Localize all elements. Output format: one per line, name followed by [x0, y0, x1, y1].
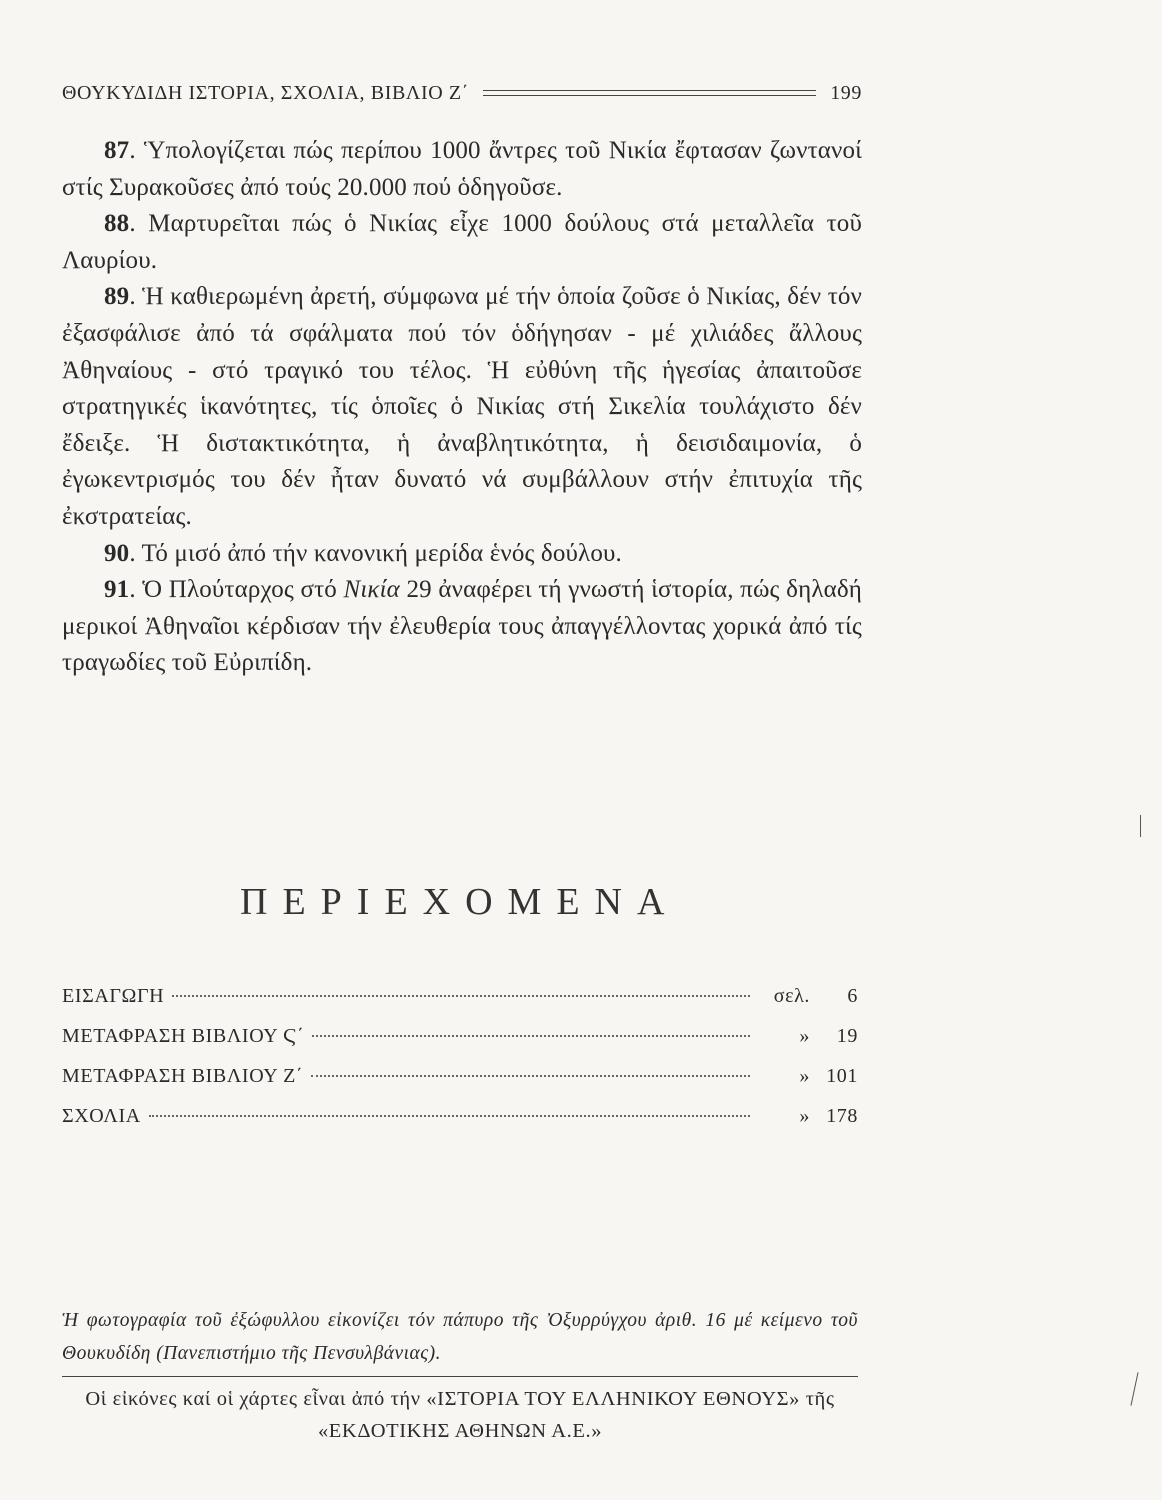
endnote: 89. Ἡ καθιερωμένη ἀρετή, σύμφωνα μέ τήν ὁποία ζοῦσε ὁ Νικίας, δέν τόν ἐξασφάλισε ἀπό τά σφάλματα πού τόν ὁδήγησαν - μέ χιλιάδες ἄλλους Ἀθηναίους - στό τραγικό του τέλος. Ἡ εὐθύνη τῆς ἡγεσίας ἀπαιτοῦσε στρατηγικές ἱκανότητες, τίς ὁποῖες ὁ Νικίας στή Σικελία τουλάχιστο δέν ἔδειξε. Ἡ διστακτικότητα, ἡ ἀναβλητικότητα, ἡ δεισιδαιμονία, ὁ ἐγωκεντρισμός του δέν ἦταν δυνατό νά συμβάλλουν στήν ἐπιτυχία τῆς ἐκστρατείας. [62, 283, 862, 530]
toc-entry-label: ΣΧΟΛΙΑ [62, 1105, 141, 1127]
endnotes [62, 133, 862, 682]
dot-leader [172, 975, 750, 997]
endnote: 88. Μαρτυρεῖται πώς ὁ Νικίας εἶχε 1000 δούλους στά μεταλλεῖα τοῦ Λαυρίου. [62, 210, 862, 274]
running-header [62, 78, 862, 108]
scan-mark [1130, 1372, 1138, 1405]
toc-entry-page: 19 [836, 1025, 858, 1047]
note-number: 88 [104, 210, 130, 238]
toc-entry-label: ΕΙΣΑΓΩΓΗ [62, 985, 165, 1007]
running-title: ΘΟΥΚΥΔΙΔΗ ΙΣΤΟΡΙΑ, ΣΧΟΛΙΑ, ΒΙΒΛΙΟ Ζ΄ [62, 81, 469, 104]
contents-title: ΠΕΡΙΕΧΟΜΕΝΑ [240, 881, 680, 923]
dot-leader [311, 1055, 750, 1077]
toc-entry-label: ΜΕΤΑΦΡΑΣΗ ΒΙΒΛΙΟΥ Ϛ΄ [62, 1025, 305, 1047]
note-text: Ἡ καθιερωμένη ἀρετή, σύμφωνα μέ τήν ὁποία ζοῦσε ὁ Νικίας, δέν τόν ἐξασφάλισε ἀπό τά σφάλματα πού τόν ὁδήγησαν - μέ χιλιάδες ἄλλους Ἀθηναίους - στό τραγικό του τέλος. Ἡ εὐθύνη τῆς ἡγεσίας ἀπαιτοῦσε στρατηγικές ἱκανότητες, τίς ὁποῖες ὁ Νικίας στή Σικελία τουλάχιστο δέν ἔδειξε. Ἡ διστακτικότητα, ἡ ἀναβλητικότητα, ἡ δεισιδαιμονία, ὁ ἐγωκεντρισμός του δέν ἦταν δυνατό νά συμβάλλουν στήν ἐπιτυχία τῆς ἐκστρατείας. [62, 283, 862, 530]
toc-entry [62, 1100, 858, 1140]
note-number: 90 [104, 539, 130, 567]
toc-entry-sel: σελ. [773, 985, 810, 1007]
note-text-after: 29 ἀναφέρει τή γνωστή ἱστορία, πώς δηλαδή μερικοί Ἀθηναῖοι κέρδισαν τήν ἐλευθερία τους ἀπαγγέλλοντας χορικά ἀπό τίς τραγωδίες τοῦ Εὐριπίδη. [62, 576, 862, 677]
note-number: 91 [104, 576, 130, 604]
note-text: Τό μισό ἀπό τήν κανονική μερίδα ἑνός δούλου. [141, 539, 622, 567]
note-italic-title: Νικία [343, 576, 400, 604]
dot-leader [312, 1015, 750, 1037]
toc-entry-page: 101 [826, 1065, 858, 1087]
toc-entry-sel: » [799, 1025, 810, 1047]
header-double-rule [483, 90, 816, 96]
image-credits: Οἱ εἰκόνες καί οἱ χάρτες εἶναι ἀπό τήν «ΙΣΤΟΡΙΑ ΤΟΥ ΕΛΛΗΝΙΚΟΥ ΕΘΝΟΥΣ» τῆς «ΕΚΔΟΤΙΚΗΣ ΑΘΗΝΩΝ Α.Ε.» [85, 1388, 835, 1442]
note-text: Ὑπολογίζεται πώς περίπου 1000 ἄντρες τοῦ Νικία ἔφτασαν ζωντανοί στίς Συρακοῦσες ἀπό τούς 20.000 πού ὁδηγοῦσε. [62, 137, 862, 201]
credits-divider [62, 1376, 858, 1377]
page-number: 199 [830, 81, 862, 104]
endnote: 87. Ὑπολογίζεται πώς περίπου 1000 ἄντρες τοῦ Νικία ἔφτασαν ζωντανοί στίς Συρακοῦσες ἀπό τούς 20.000 πού ὁδηγοῦσε. [62, 137, 862, 201]
toc-entry-sel: » [799, 1105, 810, 1127]
note-text: Μαρτυρεῖται πώς ὁ Νικίας εἶχε 1000 δούλους στά μεταλλεῖα τοῦ Λαυρίου. [62, 210, 862, 274]
toc-entry [62, 1060, 858, 1100]
cover-photo-caption: Ἡ φωτογραφία τοῦ ἐξώφυλλου εἰκονίζει τόν πάπυρο τῆς Ὀξυρρύγχου ἀριθ. 16 μέ κείμενο τοῦ Θουκυδίδη (Πανεπιστήμιο τῆς Πενσυλβάνιας). [62, 1310, 858, 1364]
scan-mark [1140, 815, 1141, 837]
note-number: 89 [104, 283, 130, 311]
dot-leader [149, 1095, 750, 1117]
note-text-before: Ὁ Πλούταρχος στό [142, 576, 344, 604]
toc-entry [62, 1020, 858, 1060]
endnote: 91. Ὁ Πλούταρχος στό Νικία 29 ἀναφέρει τή γνωστή ἱστορία, πώς δηλαδή μερικοί Ἀθηναῖοι κέρδισαν τήν ἐλευθερία τους ἀπαγγέλλοντας χορικά ἀπό τίς τραγωδίες τοῦ Εὐριπίδη. [62, 576, 862, 677]
toc-entry-page: 6 [847, 985, 858, 1007]
toc-entry-label: ΜΕΤΑΦΡΑΣΗ ΒΙΒΛΙΟΥ Ζ΄ [62, 1065, 304, 1087]
table-of-contents [62, 980, 858, 1140]
endnote: 90. Τό μισό ἀπό τήν κανονική μερίδα ἑνός δούλου. [104, 539, 622, 567]
toc-entry-sel: » [799, 1065, 810, 1087]
note-number: 87 [104, 137, 130, 164]
toc-entry-page: 178 [826, 1105, 858, 1127]
toc-entry [62, 980, 858, 1020]
